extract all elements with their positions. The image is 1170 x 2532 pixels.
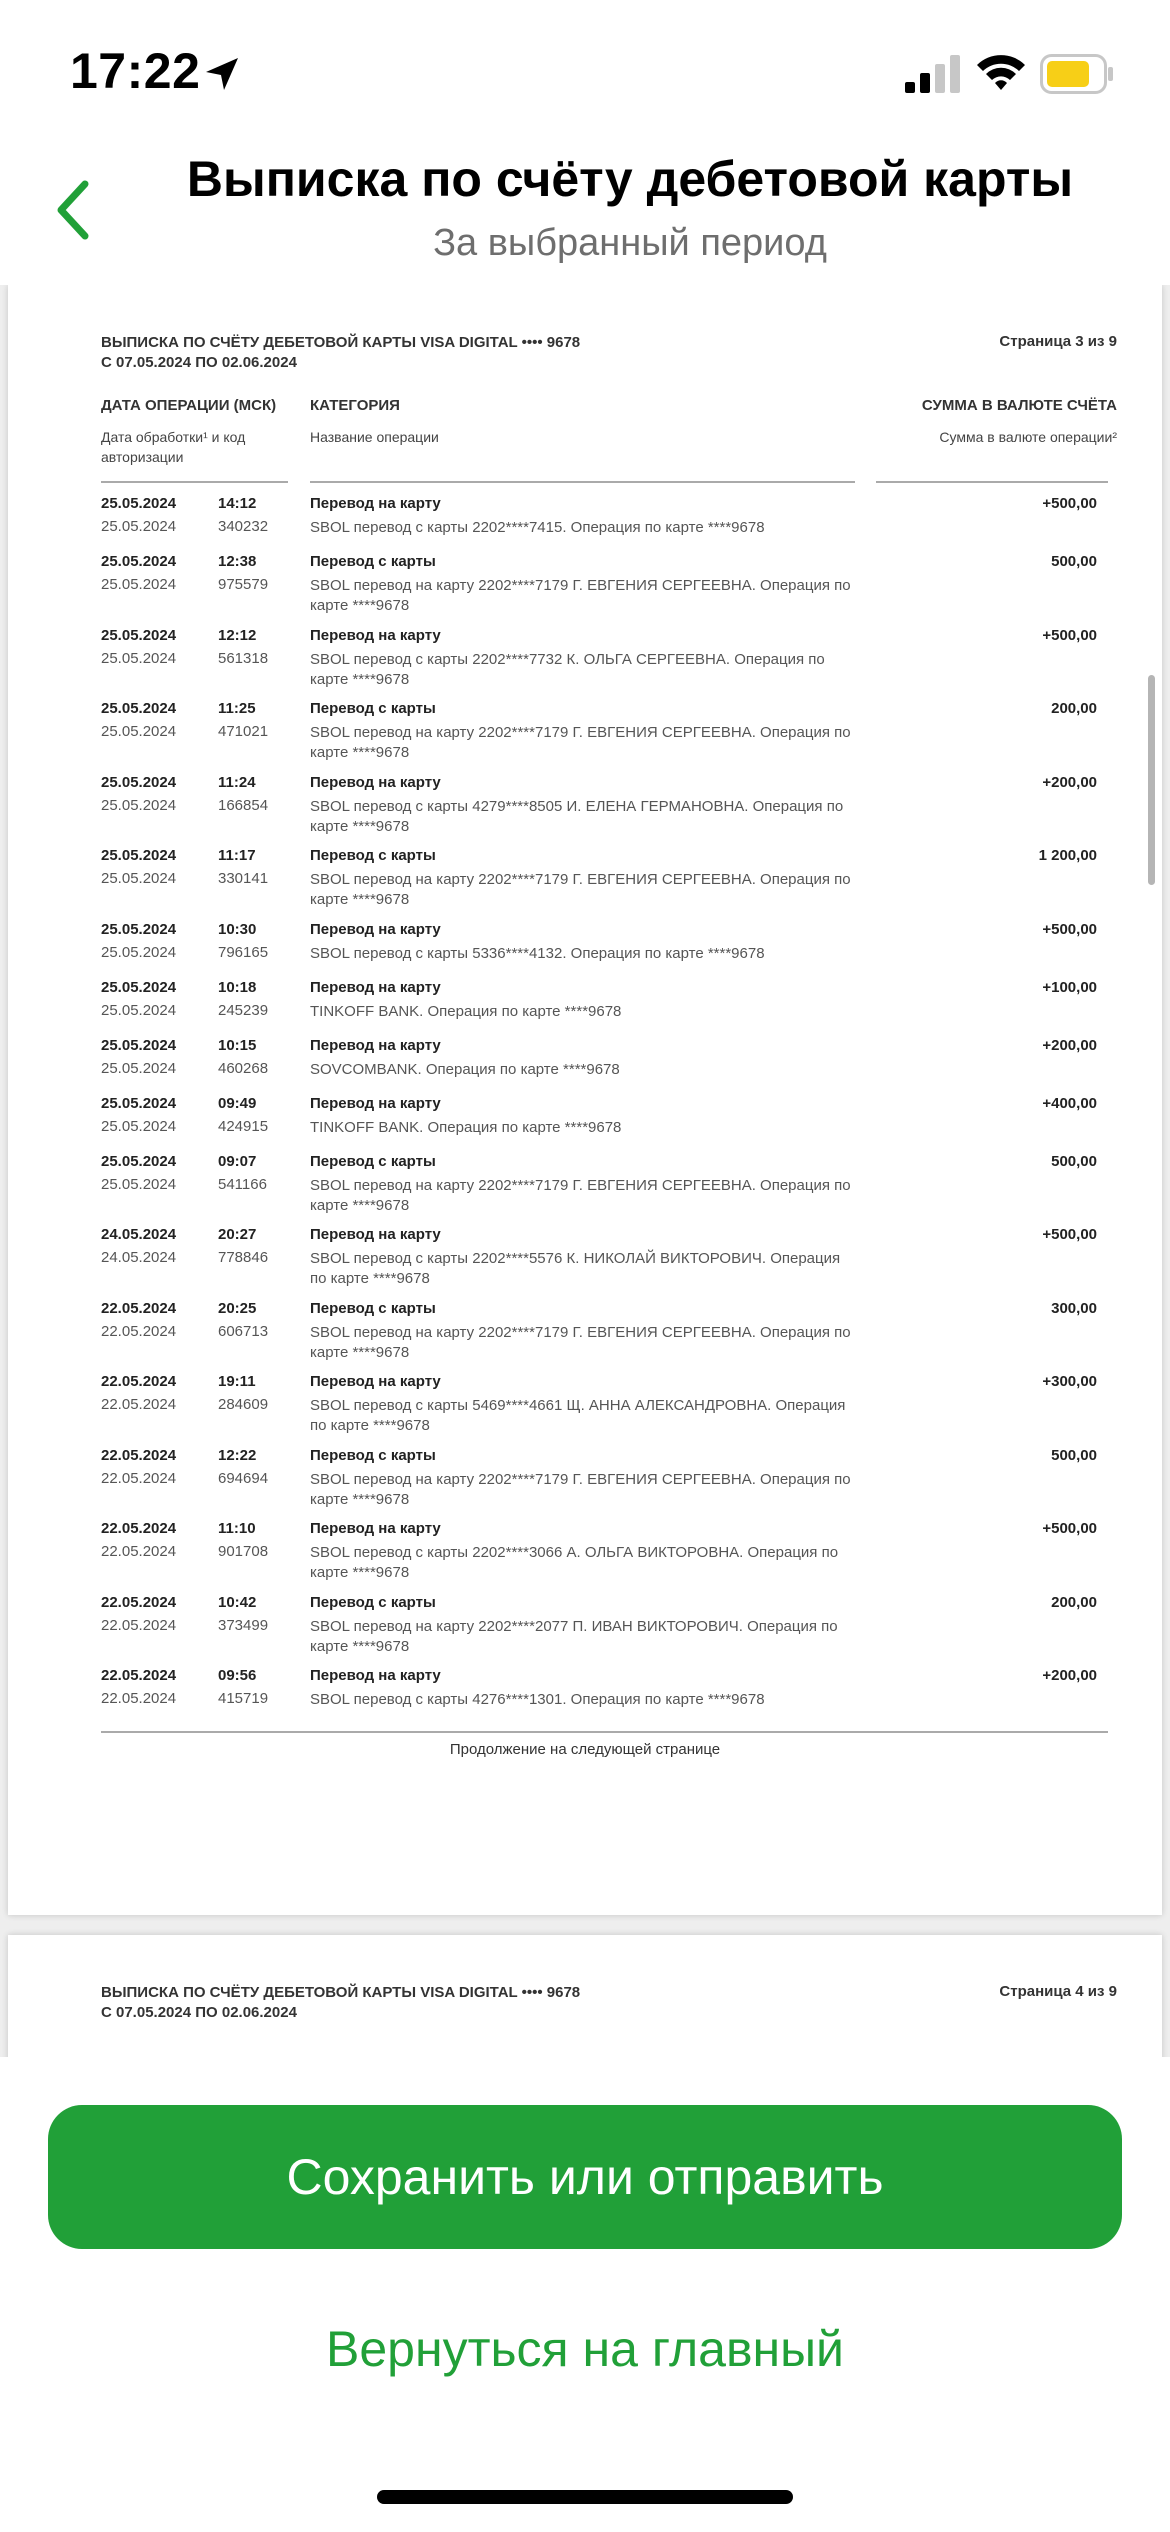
authorization-code: 245239 [218, 1001, 269, 1019]
transaction-date: 25.05.2024 [101, 920, 177, 938]
page-number-next: Страница 4 из 9 [999, 1983, 1117, 2000]
table-bottom-divider [101, 1731, 1108, 1733]
transaction-time: 20:25 [218, 1299, 257, 1317]
processing-date: 22.05.2024 [101, 1616, 177, 1634]
transaction-description: SBOL перевод с карты 2202****3066 А. ОЛЬГА ВИКТОРОВНА. Операция по карте ****9678 [310, 1544, 839, 1581]
statement-header [101, 333, 580, 373]
header-divider [101, 481, 288, 483]
authorization-code: 340232 [218, 518, 269, 535]
processing-date: 25.05.2024 [101, 518, 177, 535]
transaction-time: 09:49 [218, 1094, 257, 1112]
transaction-row [8, 495, 1162, 553]
transaction-date: 22.05.2024 [101, 1593, 177, 1611]
transaction-amount: 300,00 [1051, 1299, 1097, 1317]
transaction-description: TINKOFF BANK. Операция по карте ****9678 [310, 1118, 622, 1136]
transaction-amount: +500,00 [1042, 1520, 1097, 1537]
processing-date: 25.05.2024 [101, 1059, 177, 1077]
transaction-row [8, 1447, 1162, 1521]
transaction-row [8, 847, 1162, 921]
location-arrow-icon [202, 54, 242, 94]
page-subtitle: За выбранный период [433, 222, 827, 264]
transaction-amount: +500,00 [1042, 920, 1097, 938]
transaction-category: Перевод на карту [310, 1036, 441, 1054]
transaction-row [8, 627, 1162, 701]
authorization-code: 471021 [218, 723, 269, 740]
transaction-date: 22.05.2024 [101, 1373, 177, 1390]
transaction-time: 12:12 [218, 626, 257, 644]
transaction-row [8, 979, 1162, 1037]
page-title: Выписка по счёту дебетовой карты [186, 151, 1074, 207]
authorization-code: 778846 [218, 1249, 269, 1266]
processing-date: 25.05.2024 [101, 870, 177, 887]
transaction-time: 10:42 [218, 1593, 257, 1611]
cellular-signal-icon [905, 55, 961, 93]
authorization-code: 284609 [218, 1396, 269, 1413]
transaction-category: Перевод на карту [310, 978, 441, 996]
processing-date: 22.05.2024 [101, 1322, 177, 1340]
processing-date: 22.05.2024 [101, 1469, 177, 1487]
transaction-time: 12:22 [218, 1446, 257, 1464]
transaction-row [8, 1037, 1162, 1095]
transaction-category: Перевод на карту [310, 495, 441, 512]
transaction-category: Перевод с карты [310, 1152, 436, 1170]
authorization-code: 166854 [218, 796, 269, 814]
transaction-time: 11:25 [218, 700, 256, 717]
chevron-left-icon [53, 178, 93, 242]
battery-icon [1040, 54, 1114, 94]
transaction-date: 22.05.2024 [101, 1446, 177, 1464]
transaction-time: 10:18 [218, 978, 257, 996]
status-bar [0, 0, 1170, 150]
processing-date: 24.05.2024 [101, 1249, 177, 1266]
transaction-time: 20:27 [218, 1226, 257, 1243]
home-indicator [377, 2490, 793, 2504]
transaction-date: 25.05.2024 [101, 1036, 177, 1054]
transaction-row [8, 1300, 1162, 1374]
transaction-date: 25.05.2024 [101, 978, 177, 996]
transaction-row [8, 1095, 1162, 1153]
transaction-category: Перевод с карты [310, 1593, 436, 1611]
transaction-date: 25.05.2024 [101, 626, 177, 644]
transaction-amount: +500,00 [1042, 626, 1097, 644]
transaction-description: SBOL перевод с карты 2202****5576 К. НИКОЛАЙ ВИКТОРОВИЧ. Операция по карте ****9678 [310, 1250, 841, 1287]
transaction-amount: +400,00 [1042, 1094, 1097, 1112]
transaction-amount: +500,00 [1042, 1226, 1097, 1243]
authorization-code: 694694 [218, 1469, 269, 1487]
statement-header-next [101, 1983, 580, 2023]
transaction-date: 25.05.2024 [101, 495, 177, 512]
transaction-category: Перевод на карту [310, 920, 441, 938]
transaction-description: SBOL перевод на карту 2202****7179 Г. ЕВГЕНИЯ СЕРГЕЕВНА. Операция по карте ****9678 [310, 871, 851, 908]
header [0, 150, 1170, 280]
transaction-row [8, 553, 1162, 627]
transaction-description: SBOL перевод с карты 4276****1301. Операция по карте ****9678 [310, 1691, 765, 1708]
transaction-row [8, 1153, 1162, 1227]
transaction-amount: 500,00 [1051, 1446, 1097, 1464]
transaction-time: 11:17 [218, 847, 256, 864]
transaction-amount: 200,00 [1051, 700, 1097, 717]
transaction-row [8, 774, 1162, 848]
wifi-icon [975, 52, 1027, 92]
processing-date: 22.05.2024 [101, 1543, 177, 1560]
authorization-code: 415719 [218, 1690, 269, 1707]
transaction-date: 22.05.2024 [101, 1520, 177, 1537]
transaction-category: Перевод на карту [310, 773, 441, 791]
statement-title-next: ВЫПИСКА ПО СЧЁТУ ДЕБЕТОВОЙ КАРТЫ VISA DIGITAL •••• 9678 [101, 1984, 581, 2001]
processing-date: 25.05.2024 [101, 649, 177, 667]
transaction-description: SBOL перевод с карты 2202****7732 К. ОЛЬГА СЕРГЕЕВНА. Операция по карте ****9678 [310, 650, 825, 688]
status-time: 17:22 [70, 43, 201, 99]
transaction-row [8, 1520, 1162, 1594]
transaction-date: 22.05.2024 [101, 1667, 177, 1684]
authorization-code: 424915 [218, 1117, 269, 1135]
transaction-row [8, 921, 1162, 979]
processing-date: 25.05.2024 [101, 1175, 177, 1193]
transaction-row [8, 1373, 1162, 1447]
transaction-date: 25.05.2024 [101, 700, 177, 717]
transaction-date: 25.05.2024 [101, 847, 177, 864]
transaction-description: SBOL перевод с карты 4279****8505 И. ЕЛЕНА ГЕРМАНОВНА. Операция по карте ****9678 [310, 797, 844, 835]
transaction-description: SBOL перевод с карты 2202****7415. Операция по карте ****9678 [310, 519, 765, 536]
transaction-amount: 500,00 [1051, 553, 1097, 570]
transaction-time: 14:12 [218, 495, 257, 512]
back-button[interactable] [48, 170, 98, 250]
transaction-date: 22.05.2024 [101, 1299, 177, 1317]
column-subheader-amount: Сумма в валюте операции² [939, 429, 1117, 445]
processing-date: 25.05.2024 [101, 723, 177, 740]
transaction-description: SBOL перевод на карту 2202****7179 Г. ЕВГЕНИЯ СЕРГЕЕВНА. Операция по карте ****9678 [310, 724, 851, 761]
transaction-row [8, 1594, 1162, 1668]
transaction-time: 12:38 [218, 553, 257, 570]
column-header-amount: СУММА В ВАЛЮТЕ СЧЁТА [921, 397, 1117, 414]
back-to-home-button[interactable]: Вернуться на главный [326, 2321, 844, 2377]
transaction-category: Перевод с карты [310, 847, 436, 864]
transaction-description: SBOL перевод на карту 2202****7179 Г. ЕВГЕНИЯ СЕРГЕЕВНА. Операция по карте ****9678 [310, 1176, 851, 1214]
column-subheader-category: Название операции [310, 429, 439, 445]
transaction-description: SBOL перевод с карты 5336****4132. Операция по карте ****9678 [310, 944, 765, 962]
page-number: Страница 3 из 9 [999, 333, 1117, 350]
transaction-time: 10:30 [218, 920, 257, 938]
authorization-code: 460268 [218, 1059, 269, 1077]
transaction-amount: 500,00 [1051, 1152, 1097, 1170]
transaction-category: Перевод на карту [310, 1520, 441, 1537]
transaction-description: SBOL перевод на карту 2202****7179 Г. ЕВГЕНИЯ СЕРГЕЕВНА. Операция по карте ****9678 [310, 577, 851, 614]
transaction-row [8, 700, 1162, 774]
column-header-date: ДАТА ОПЕРАЦИИ (МСК) [101, 397, 277, 414]
statement-page-next [8, 1935, 1162, 2057]
transaction-amount: +300,00 [1042, 1373, 1097, 1390]
transaction-description: SBOL перевод на карту 2202****7179 Г. ЕВГЕНИЯ СЕРГЕЕВНА. Операция по карте ****9678 [310, 1323, 851, 1361]
processing-date: 25.05.2024 [101, 1001, 177, 1019]
transaction-date: 24.05.2024 [101, 1226, 177, 1243]
transaction-amount: +200,00 [1042, 773, 1097, 791]
authorization-code: 796165 [218, 943, 269, 961]
transaction-amount: +100,00 [1042, 978, 1097, 996]
transaction-category: Перевод с карты [310, 1446, 436, 1464]
continue-note: Продолжение на следующей странице [449, 1741, 721, 1758]
transaction-description: SBOL перевод с карты 5469****4661 Щ. АННА АЛЕКСАНДРОВНА. Операция по карте ****9678 [310, 1397, 846, 1434]
authorization-code: 330141 [218, 870, 269, 887]
transaction-category: Перевод с карты [310, 553, 436, 570]
authorization-code: 561318 [218, 649, 269, 667]
header-divider [876, 481, 1108, 483]
processing-date: 22.05.2024 [101, 1396, 177, 1413]
transaction-category: Перевод на карту [310, 1667, 441, 1684]
transaction-row [8, 1226, 1162, 1300]
transaction-row [8, 1667, 1162, 1725]
transaction-amount: 1 200,00 [1038, 847, 1097, 864]
authorization-code: 606713 [218, 1322, 269, 1340]
header-divider [310, 481, 855, 483]
authorization-code: 373499 [218, 1616, 269, 1634]
transaction-category: Перевод на карту [310, 626, 441, 644]
transaction-description: SBOL перевод на карту 2202****7179 Г. ЕВГЕНИЯ СЕРГЕЕВНА. Операция по карте ****9678 [310, 1470, 851, 1508]
column-header-category: КАТЕГОРИЯ [310, 397, 400, 414]
transaction-date: 25.05.2024 [101, 1152, 177, 1170]
transaction-amount: +200,00 [1042, 1667, 1097, 1684]
transaction-time: 19:11 [218, 1373, 256, 1390]
authorization-code: 541166 [218, 1175, 267, 1193]
transaction-category: Перевод на карту [310, 1373, 441, 1390]
transaction-amount: 200,00 [1051, 1593, 1097, 1611]
transaction-time: 09:56 [218, 1667, 257, 1684]
authorization-code: 975579 [218, 576, 269, 593]
transaction-category: Перевод на карту [310, 1094, 441, 1112]
processing-date: 25.05.2024 [101, 576, 177, 593]
processing-date: 25.05.2024 [101, 1117, 177, 1135]
transaction-category: Перевод с карты [310, 1299, 436, 1317]
transaction-time: 10:15 [218, 1036, 257, 1054]
transaction-time: 09:07 [218, 1152, 257, 1170]
statement-viewer[interactable] [0, 285, 1170, 2057]
transaction-date: 25.05.2024 [101, 1094, 177, 1112]
transaction-amount: +500,00 [1042, 495, 1097, 512]
transaction-description: SOVCOMBANK. Операция по карте ****9678 [310, 1060, 620, 1078]
statement-period: С 07.05.2024 ПО 02.06.2024 [101, 354, 297, 371]
statement-page [8, 285, 1162, 1915]
transaction-description: TINKOFF BANK. Операция по карте ****9678 [310, 1002, 622, 1020]
transaction-category: Перевод на карту [310, 1226, 441, 1243]
processing-date: 22.05.2024 [101, 1690, 177, 1707]
authorization-code: 901708 [218, 1543, 269, 1560]
scrollbar-thumb[interactable] [1148, 675, 1155, 885]
transaction-date: 25.05.2024 [101, 773, 177, 791]
transaction-time: 11:24 [218, 773, 256, 791]
transaction-description: SBOL перевод на карту 2202****2077 П. ИВАН ВИКТОРОВИЧ. Операция по карте ****9678 [310, 1617, 838, 1655]
transaction-category: Перевод с карты [310, 700, 436, 717]
transaction-amount: +200,00 [1042, 1036, 1097, 1054]
column-subheader-date: Дата обработки¹ и код авторизации [101, 429, 246, 465]
statement-title: ВЫПИСКА ПО СЧЁТУ ДЕБЕТОВОЙ КАРТЫ VISA DIGITAL •••• 9678 [101, 334, 581, 351]
processing-date: 25.05.2024 [101, 943, 177, 961]
statement-period-next: С 07.05.2024 ПО 02.06.2024 [101, 2004, 297, 2021]
transaction-date: 25.05.2024 [101, 553, 177, 570]
transaction-time: 11:10 [218, 1520, 256, 1537]
save-or-send-button[interactable]: Сохранить или отправить [48, 2105, 1122, 2249]
processing-date: 25.05.2024 [101, 796, 177, 814]
